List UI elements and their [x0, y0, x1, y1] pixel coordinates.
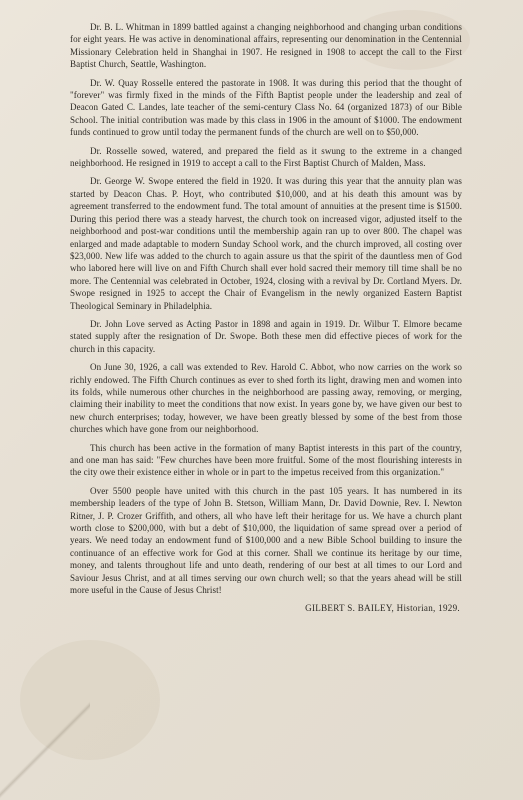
paragraph-rosselle: Dr. W. Quay Rosselle entered the pastorate in 1908. It was during this period that the thought of "forever" was firmly fixed in the minds of the Fifth Baptist people under the leadership and zeal of Deacon Gated C. Landes, late teacher of the semi-century Class No. 64 (organized 1873) of our Bible School. The initial contribution was made by this class in 1906 in the amount of $1000. The endowment funds continued to grow until today the permanent funds of the church are well on to $50,000.	[70, 77, 462, 138]
paragraph-whitman: Dr. B. L. Whitman in 1899 battled against a changing neighborhood and changing urban conditions for eight years. He was active in denominational affairs, representing our denomination in the Centennial Missionary Celebration held in Shanghai in 1907. He resigned in 1908 to accept the call to the First Baptist Church, Seattle, Washington.	[70, 22, 462, 70]
paragraph-love-elmore: Dr. John Love served as Acting Pastor in 1898 and again in 1919. Dr. Wilbur T. Elmore became stated supply after the resignation of Dr. Swope. Both these men did effective pieces of work for the church in this capacity.	[70, 318, 462, 354]
paragraph-abbot: On June 30, 1926, a call was extended to Rev. Harold C. Abbot, who now carries on the work so richly endowed. The Fifth Church continues as ever to shed forth its light, drawing men and women into its folds, while numerous other churches in the neighborhood are passing away, removing, or merging, claiming their inability to meet the conditions that now exist. In years gone by, we have given our best to new church enterprises; today, however, we have been greatly blessed by some of the best from those churches which have gone from our neighborhood.	[70, 362, 462, 435]
paragraph-baptist-interests: This church has been active in the formation of many Baptist interests in this part of the country, and one man has said: "Few churches have been more fruitful. Some of the most flourishing interests in the city owe their existence either in whole or in part to the impetus received from this organization."	[70, 442, 462, 478]
paper-stain	[20, 640, 160, 760]
signature-line: GILBERT S. BAILEY, Historian, 1929.	[305, 603, 460, 614]
paragraph-membership: Over 5500 people have united with this church in the past 105 years. It has numbered in its membership leaders of the type of John B. Stetson, William Mann, Dr. David Downie, Rev. I. Newton Ritner, J. P. Crozer Griffith, and others, all who have left their heritage for us. We have a church plant worth close to $200,000, with but a debt of $10,000, the liquidation of same spread over a period of years. We need today an endowment fund of $100,000 and a new Bible School building to insure the continuance of an effective work for God at this corner. Shall we continue its heritage by our time, money, and talents throughout life and unto death, rendering of our best at all times to our Lord and Saviour Jesus Christ, and at all times serving our own church well; so that the years ahead will be still more useful in the Cause of Jesus Christ!	[70, 485, 462, 596]
paragraph-rosselle-resignation: Dr. Rosselle sowed, watered, and prepared the field as it swung to the extreme in a changed neighborhood. He resigned in 1919 to accept a call to the First Baptist Church of Malden, Mass.	[70, 145, 462, 169]
paragraph-swope: Dr. George W. Swope entered the field in 1920. It was during this year that the annuity plan was started by Deacon Chas. P. Hoyt, who contributed $10,000, and at his death this amount was by agreement transferred to the endowment fund. The total amount of annuities at the present time is $1500. During this period there was a steady harvest, the church took on increased vigor, adjusted itself to the neighborhood and post-war conditions until the membership again ran up to over 800. The chapel was enlarged and made adaptable to modern Sunday School work, and the church improved, all costing over $23,000. New life was added to the church to again assure us that the spirit of the dauntless men of God who labored here will live on and Fifth Church shall ever hold sacred their memory till time shall be no more. The Centennial was celebrated in October, 1924, closing with a revival by Dr. Cortland Myers. Dr. Swope resigned in 1925 to accept the Chair of Evangelism in the newly organized Eastern Baptist Theological Seminary in Philadelphia.	[70, 176, 462, 311]
document-body	[70, 21, 462, 621]
paper-crease	[0, 700, 90, 800]
